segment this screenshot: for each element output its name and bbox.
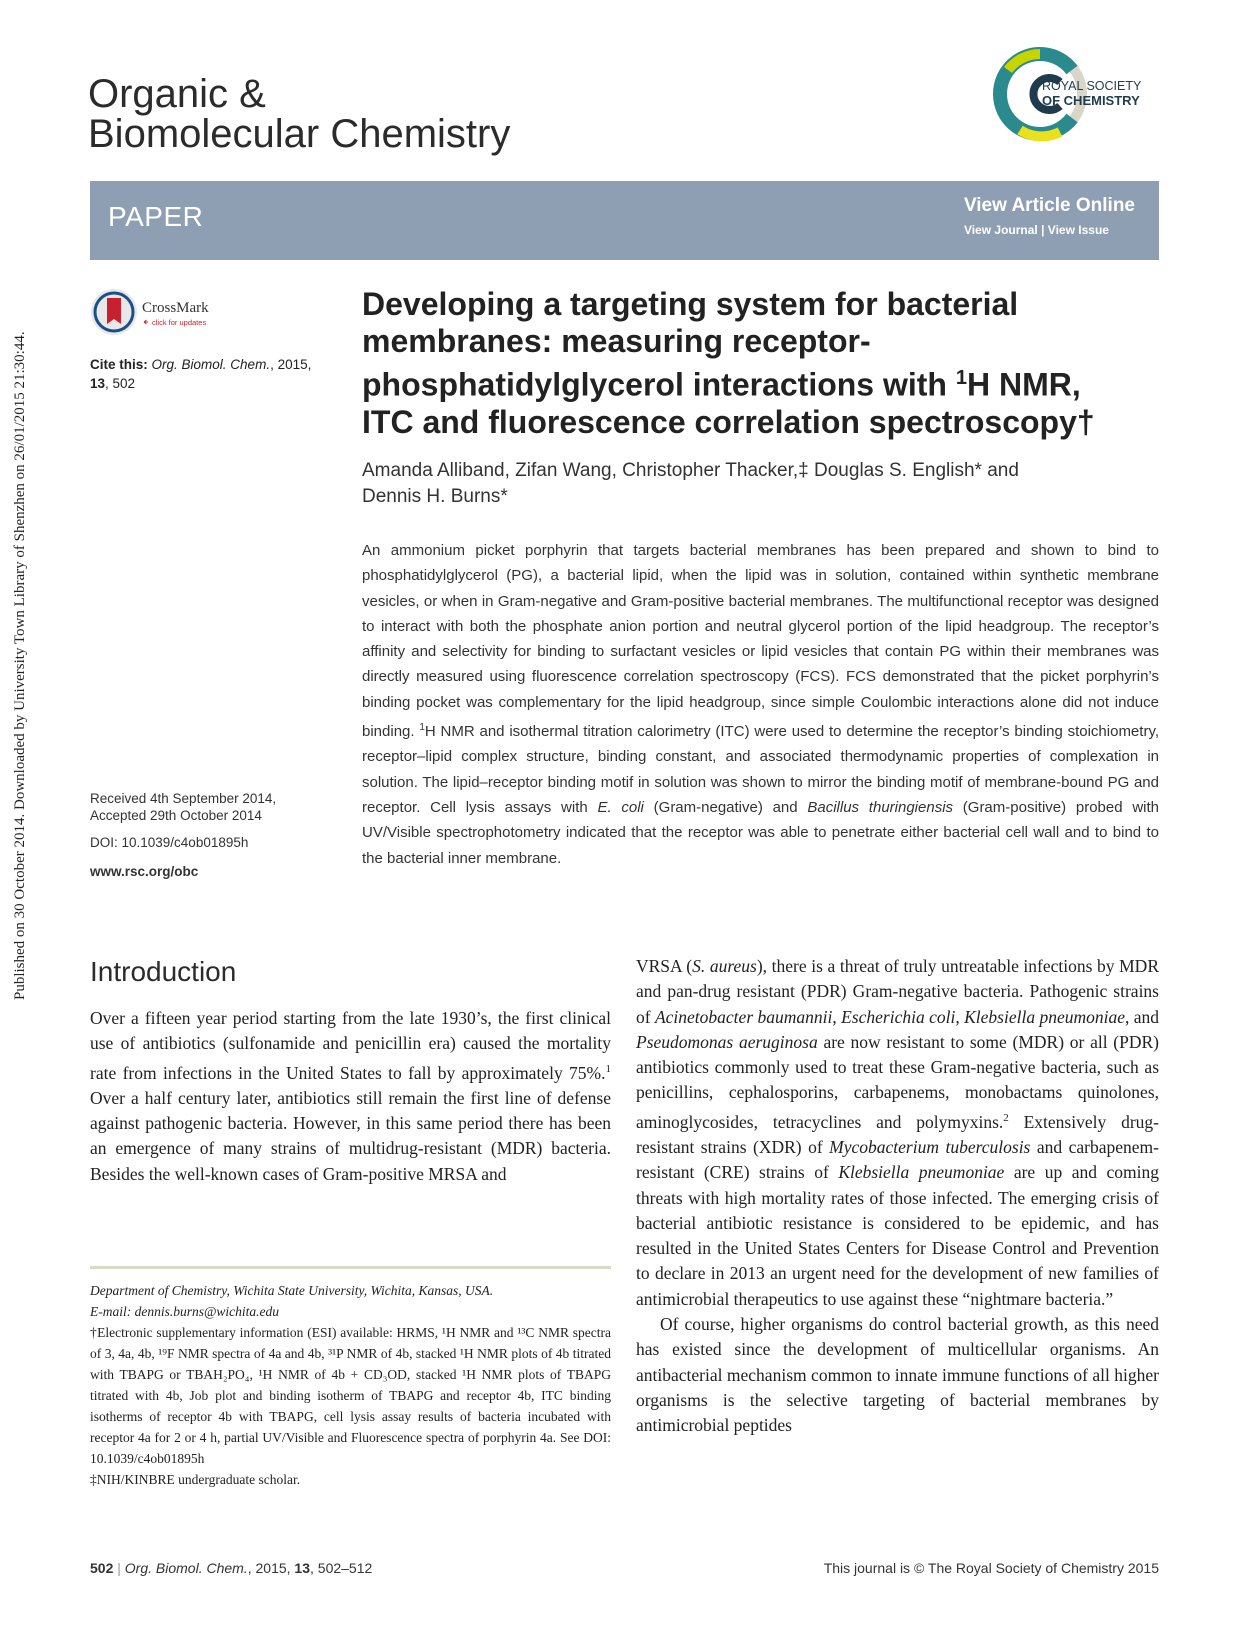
title-line3-sup: 1 bbox=[955, 367, 967, 389]
intro-right-1d: Extensively drug-resistant strains (XDR) of bbox=[636, 1111, 1159, 1157]
authors-line2: Dennis H. Burns* bbox=[362, 486, 508, 507]
title-line3-post: H NMR, bbox=[966, 366, 1081, 403]
intro-right-1b: ), there is a threat of truly untreatable infections by MDR and pan-drug resistant (PDR) Gram-negative bacteria. Pathogenic strains of bbox=[636, 956, 1159, 1027]
cite-journal: Org. Biomol. Chem. bbox=[151, 357, 271, 372]
intro-right-paragraph-2: Of course, higher organisms do control bacterial growth, as this need has existed since the development of multicellular organisms. An antibacterial mechanism common to innate immune functions of all higher organisms is the selective targeting of bacterial membranes by antimicrobial peptides bbox=[636, 1313, 1159, 1436]
intro-left-b: Over a half century later, antibiotics still remain the first line of defense against pathogenic bacteria. However, in this same period there has been an emergence of many strains of multidrug-resistant (MDR) bacteria. Besides the well-known cases of Gram-positive MRSA and bbox=[90, 1087, 611, 1184]
intro-left-a: Over a fifteen year period starting from the late 1930’s, the first clinical use of antibiotics (sulfonamide and penicillin era) caused the mortality rate from infections in the United States to fall by approximately 75%. bbox=[90, 1008, 611, 1083]
species-s-aureus: S. aureus bbox=[692, 956, 757, 976]
crossmark-icon bbox=[91, 289, 137, 335]
journal-title bbox=[88, 74, 510, 154]
journal-title-line1: Organic & bbox=[88, 72, 266, 116]
footnotes bbox=[90, 1280, 611, 1490]
view-links bbox=[964, 195, 1135, 237]
footer-volume: 13 bbox=[294, 1560, 310, 1576]
doi[interactable]: DOI: 10.1039/c4ob01895h bbox=[90, 835, 249, 850]
journal-title-line2: Biomolecular Chemistry bbox=[88, 112, 511, 156]
abstract-part1: An ammonium picket porphyrin that targets bacterial membranes has been prepared and shown to bind to phosphatidylglycerol (PG), a bacterial lipid, when the lipid was in solution, contained within synthetic membrane vesicles, or when in Gram-negative and Gram-positive bacterial membranes. The multifunctional receptor was designed to interact with both the phosphate anion portion and neutral glycerol portion of the lipid headgroup. The receptor’s affinity and selectivity for binding to surfactant vesicles or lipid vesicles that contain PG within their membranes was directly measured using fluorescence correlation spectroscopy (FCS). FCS demonstrated that the picket porphyrin’s binding pocket was complementary for the lipid headgroup, since simple Coulombic interactions alone did not induce binding. bbox=[362, 542, 1159, 741]
download-notice: Published on 30 October 2014. Downloaded by University Town Library of Shenzhen on 26/01/2015 21:30:44. bbox=[12, 331, 28, 1000]
citation-block bbox=[90, 355, 345, 393]
comma-2: , bbox=[955, 1006, 965, 1027]
species-escherichia: Escherichia coli bbox=[841, 1006, 956, 1027]
species-pseudomonas: Pseudomonas aeruginosa bbox=[636, 1031, 818, 1052]
abstract bbox=[362, 538, 1159, 871]
rsc-logo-line1: ROYAL SOCIETY bbox=[1042, 79, 1142, 93]
article-metadata bbox=[90, 790, 345, 880]
crossmark-name: CrossMark bbox=[142, 300, 209, 316]
nih-note: ‡NIH/KINBRE undergraduate scholar. bbox=[90, 1472, 301, 1487]
section-heading-introduction: Introduction bbox=[90, 956, 237, 987]
abstract-ecoli: E. coli bbox=[597, 798, 644, 816]
cite-volume: 13 bbox=[90, 376, 106, 391]
cite-page: , 502 bbox=[105, 376, 136, 391]
page-footer-copyright: This journal is © The Royal Society of Chemistry 2015 bbox=[823, 1560, 1159, 1576]
abstract-part2: H NMR and isothermal titration calorimetry (ITC) were used to determine the receptor’s binding stoichiometry, receptor–lipid complex structure, binding constant, and associated thermodynamic properties of complexation in solution. The lipid–receptor binding motif in solution was shown to mirror the binding motif of membrane-bound PG and receptor. Cell lysis assays with bbox=[362, 723, 1159, 816]
title-line2: membranes: measuring receptor- bbox=[362, 323, 871, 359]
title-line3-pre: phosphatidylglycerol interactions with bbox=[362, 366, 956, 403]
page-footer-left bbox=[90, 1560, 372, 1576]
ref-2[interactable]: 2 bbox=[1003, 1111, 1009, 1124]
cite-year: , 2015, bbox=[270, 357, 312, 372]
esi-note: †Electronic supplementary information (ESI) available: HRMS, ¹H NMR and ¹³C NMR spectra of 3, 4a, 4b, ¹⁹F NMR spectra of 4a and 4b, ³¹P NMR of 4b, stacked ¹H NMR plots of 4b titrated with TBAPG or TBAH₂PO₄, ¹H NMR of 4b + CD₃OD, stacked ¹H NMR plots of TBAPG titrated with 4b, Job plot and binding isotherm of TBAPG and receptor 4b, ITC binding isotherms of receptor 4b with TBAPG, cell lysis assay results of bacteria incubated with receptor 4a for 2 or 4 h, partial UV/Visible and Fluorescence spectra of porphyrin 4a. See DOI: 10.1039/c4ob01895h bbox=[90, 1325, 611, 1466]
species-mycobacterium: Mycobacterium tuberculosis bbox=[829, 1136, 1031, 1157]
species-klebsiella-2: Klebsiella pneumoniae bbox=[838, 1162, 1005, 1183]
rsc-logo[interactable] bbox=[990, 40, 1160, 152]
abstract-part3: (Gram-negative) and bbox=[643, 798, 808, 816]
article-type-label: PAPER bbox=[108, 201, 204, 232]
author-list bbox=[362, 458, 1162, 510]
footer-journal: Org. Biomol. Chem. bbox=[124, 1560, 248, 1576]
view-issue-link[interactable]: View Issue bbox=[1047, 223, 1109, 237]
authors-line1: Amanda Alliband, Zifan Wang, Christopher Thacker,‡ Douglas S. English* and bbox=[362, 460, 1019, 481]
comma-3: , and bbox=[1125, 1006, 1160, 1027]
comma-1: , bbox=[832, 1006, 842, 1027]
accepted-date: Accepted 29th October 2014 bbox=[90, 808, 262, 823]
page-number: 502 bbox=[90, 1560, 114, 1576]
view-journal-link[interactable]: View Journal bbox=[963, 223, 1038, 237]
intro-right-1a: VRSA ( bbox=[636, 956, 693, 976]
abstract-sup: 1 bbox=[419, 722, 425, 734]
footnote-divider bbox=[90, 1266, 611, 1269]
article-type-banner bbox=[90, 181, 1159, 260]
link-separator: | bbox=[1041, 223, 1045, 237]
footer-year: , 2015, bbox=[247, 1560, 295, 1576]
rsc-logo-line2: OF CHEMISTRY bbox=[1042, 93, 1140, 108]
body-column-left bbox=[90, 1006, 611, 1187]
title-line1: Developing a targeting system for bacterial bbox=[362, 286, 1019, 322]
footer-pages: , 502–512 bbox=[310, 1560, 373, 1576]
intro-right-1e: and carbapenem-resistant (CRE) strains of bbox=[636, 1136, 1159, 1183]
crossmark-arrow-icon bbox=[144, 320, 148, 324]
abstract-bacillus: Bacillus thuringiensis bbox=[807, 798, 954, 816]
species-acinetobacter: Acinetobacter baumannii bbox=[654, 1006, 833, 1027]
abstract-part4: (Gram-positive) probed with UV/Visible spectrophotometry indicated that the receptor was able to penetrate either bacterial cell wall and to bind to the bacterial inner membrane. bbox=[362, 798, 1159, 867]
ref-1[interactable]: 1 bbox=[605, 1062, 611, 1075]
species-klebsiella: Klebsiella pneumoniae bbox=[964, 1006, 1126, 1027]
crossmark-tagline: click for updates bbox=[152, 318, 207, 327]
article-title bbox=[362, 286, 1162, 441]
cite-label: Cite this: bbox=[90, 357, 148, 372]
journal-url[interactable]: www.rsc.org/obc bbox=[90, 864, 199, 879]
crossmark-badge[interactable] bbox=[90, 286, 240, 338]
footer-sep: | bbox=[117, 1560, 121, 1576]
body-column-right bbox=[636, 954, 1159, 1438]
title-line4: ITC and fluorescence correlation spectroscopy† bbox=[362, 403, 1095, 440]
affiliation: Department of Chemistry, Wichita State University, Wichita, Kansas, USA. bbox=[90, 1283, 494, 1298]
intro-right-1c: are now resistant to some (MDR) or all (PDR) antibiotics commonly used to treat these Gram-negative bacteria, such as penicillins, cephalosporins, carbapenems, monobactams quinolones, aminoglycosides, tetracyclines and polymyxins. bbox=[636, 1031, 1159, 1132]
corresponding-email[interactable]: E-mail: dennis.burns@wichita.edu bbox=[90, 1304, 280, 1319]
intro-right-1f: are up and coming threats with high mortality rates of those infected. The emerging crisis of bacterial antibiotic resistance is considered to be epidemic, and has resulted in the United States Centers for Disease Control and Prevention to declare in 2013 an urgent need for the development of new families of antimicrobial therapeutics to use against these “nightmare bacteria.” bbox=[636, 1162, 1159, 1309]
received-date: Received 4th September 2014, bbox=[90, 791, 277, 806]
view-article-online-link[interactable]: View Article Online bbox=[963, 195, 1135, 216]
